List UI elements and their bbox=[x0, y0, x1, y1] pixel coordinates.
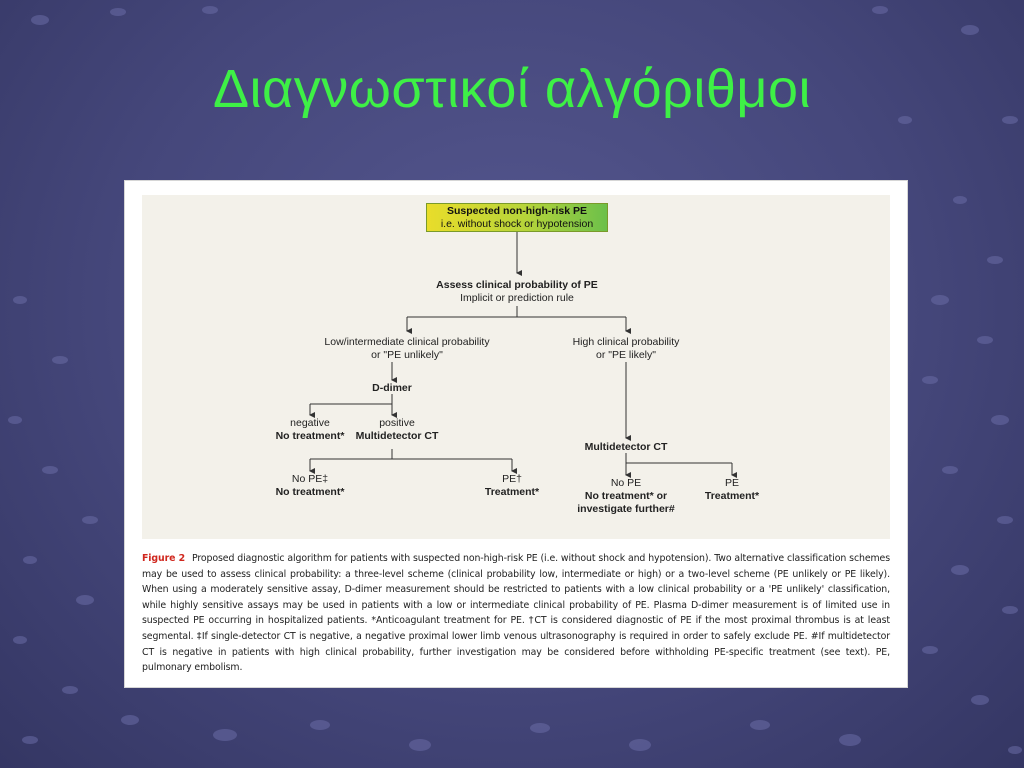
no-pe-right-line1: No PE bbox=[610, 477, 642, 489]
start-node-line1: Suspected non-high-risk PE bbox=[446, 205, 588, 217]
low-prob-line1: Low/intermediate clinical probability bbox=[324, 336, 490, 348]
caption-text: Proposed diagnostic algorithm for patients with suspected non-high-risk PE (i.e. without shock and hypotension). Two alternative classification schemes may be used to assess clinical probability: a three-level scheme (clinical probability low, intermediate or high) or a two-level scheme (PE unlikely or PE likely). When using a moderately sensitive assay, D-dimer measurement should be restricted to patients with a low clinical probability or a 'PE unlikely' classification, while highly sensitive assays may be used in patients with a low or intermediate clinical probability of PE. Plasma D-dimer measurement is of limited use in suspected PE occurring in hospitalized patients. *Anticoagulant treatment for PE. †CT is considered diagnostic of PE if the most proximal thrombus is at least segmental. ‡If single-detector CT is negative, a negative proximal lower limb venous ultrasonography is required in order to safely exclude PE. #If multidetector CT is negative in patients with high clinical probability, further investigation may be considered before withholding PE-specific treatment (see text). PE, pulmonary embolism. bbox=[142, 553, 890, 674]
pe-right-line1: PE bbox=[724, 477, 739, 489]
no-pe-right-line2: No treatment* or bbox=[584, 490, 668, 502]
high-prob-line1: High clinical probability bbox=[572, 336, 680, 348]
assess-line1: Assess clinical probability of PE bbox=[436, 279, 598, 291]
ddimer-label: D-dimer bbox=[372, 382, 412, 394]
slide-title: Διαγνωστικοί αλγόριθμοι bbox=[212, 59, 812, 119]
low-prob-line2: or "PE unlikely" bbox=[371, 349, 443, 361]
start-node-line2: i.e. without shock or hypotension bbox=[440, 218, 594, 230]
node-no-pe-left bbox=[260, 473, 360, 499]
node-pe-right bbox=[687, 477, 777, 503]
figure-label: Figure 2 bbox=[142, 553, 186, 564]
positive-line2: Multidetector CT bbox=[355, 430, 439, 442]
figure-image bbox=[124, 180, 908, 688]
node-assess-probability bbox=[417, 279, 617, 305]
flowchart-panel bbox=[142, 195, 890, 539]
negative-line2: No treatment* bbox=[275, 430, 345, 442]
figure-caption bbox=[142, 551, 890, 676]
high-prob-line2: or "PE likely" bbox=[596, 349, 656, 361]
no-pe-left-line1: No PE‡ bbox=[291, 473, 329, 485]
assess-line2: Implicit or prediction rule bbox=[460, 292, 574, 304]
node-multidetector-ct-high bbox=[576, 441, 676, 454]
node-high-probability bbox=[556, 336, 696, 362]
node-d-dimer bbox=[352, 382, 432, 395]
pe-left-line1: PE† bbox=[502, 473, 522, 485]
node-low-probability bbox=[302, 336, 512, 362]
no-pe-left-line2: No treatment* bbox=[275, 486, 345, 498]
pe-right-line2: Treatment* bbox=[704, 490, 760, 502]
mdct-high-label: Multidetector CT bbox=[584, 441, 668, 453]
pe-left-line2: Treatment* bbox=[484, 486, 540, 498]
node-no-pe-right bbox=[562, 477, 690, 516]
negative-line1: negative bbox=[290, 417, 330, 429]
node-pe-left bbox=[467, 473, 557, 499]
positive-line1: positive bbox=[379, 417, 415, 429]
start-node-suspected-pe bbox=[426, 203, 608, 232]
node-positive bbox=[347, 417, 447, 443]
no-pe-right-line3: investigate further# bbox=[577, 503, 675, 515]
